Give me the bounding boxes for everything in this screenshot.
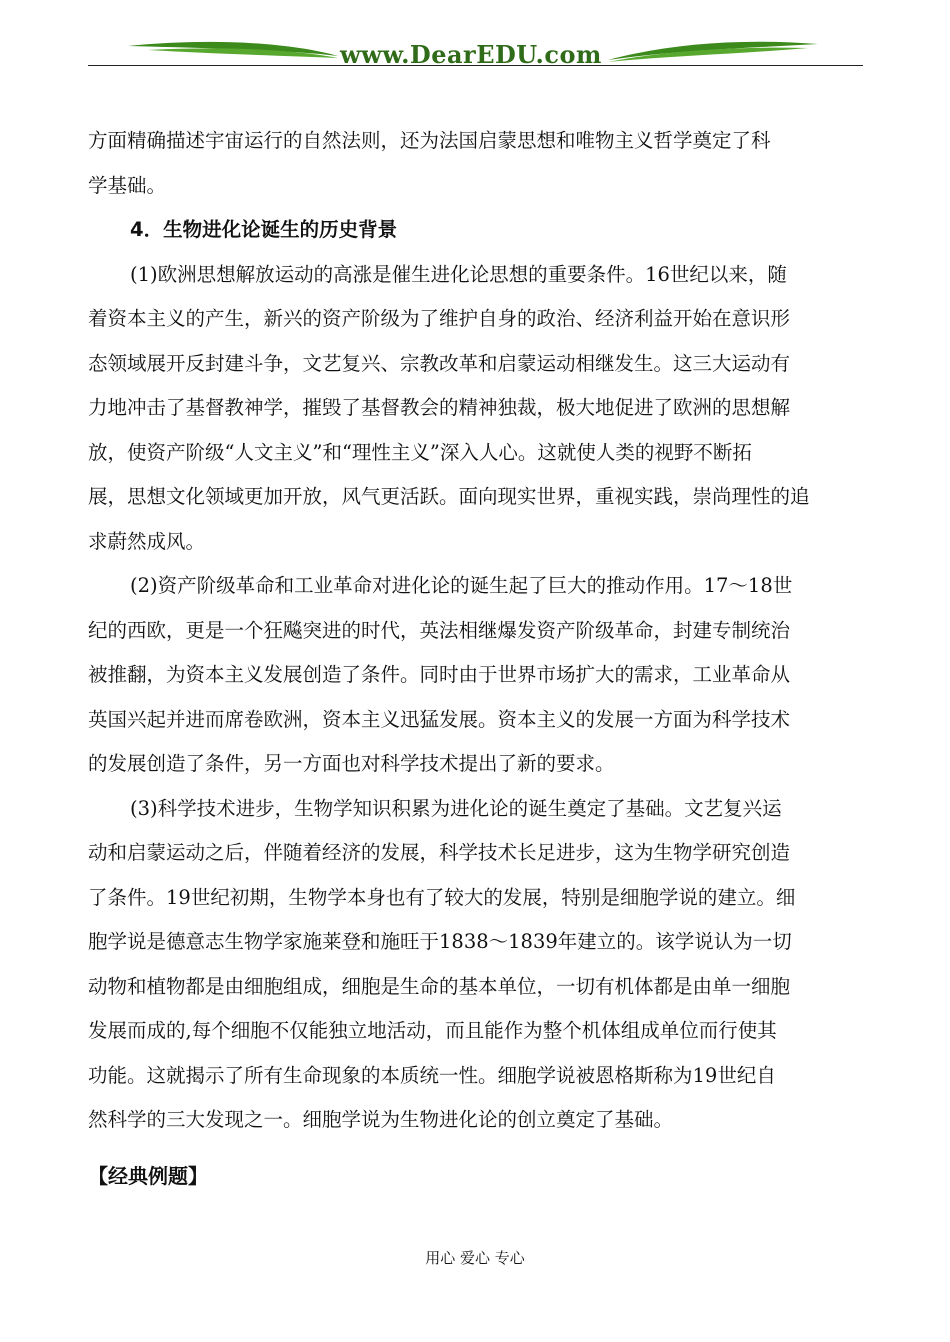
document-body [88,119,863,1143]
text-line: 发展而成的,每个细胞不仅能独立地活动，而且能作为整个机体组成单位而行使其 [88,1019,777,1042]
section-heading: 4．生物进化论诞生的历史背景 [130,218,398,241]
text-line: 功能。这就揭示了所有生命现象的本质统一性。细胞学说被恩格斯称为19世纪自 [88,1063,776,1087]
text-line: (2)资产阶级革命和工业革命对进化论的诞生起了巨大的推动作用。17～18世 [130,574,793,597]
text-line: 学基础。 [88,173,167,197]
site-logo-text: www.DearEDU.com [340,40,602,69]
page-footer: 用心 爱心 专心 [425,1249,525,1267]
text-line: 胞学说是德意志生物学家施莱登和施旺于1838～1839年建立的。该学说认为一切 [88,930,792,953]
text-line: 求蔚然成风。 [88,529,206,553]
text-line: 然科学的三大发现之一。细胞学说为生物进化论的创立奠定了基础。 [88,1108,674,1131]
text-line: 着资本主义的产生，新兴的资产阶级为了维护自身的政治、经济利益开始在意识形 [88,307,791,330]
example-section-heading: 【经典例题】 [88,1164,208,1188]
text-line: (3)科学技术进步，生物学知识积累为进化论的诞生奠定了基础。文艺复兴运 [130,796,782,820]
text-line: 态领域展开反封建斗争，文艺复兴、宗教改革和启蒙运动相继发生。这三大运动有 [88,351,791,375]
text-line: 动和启蒙运动之后，伴随着经济的发展，科学技术长足进步，这为生物学研究创造 [88,841,791,864]
text-line: 英国兴起并进而席卷欧洲，资本主义迅猛发展。资本主义的发展一方面为科学技术 [88,707,791,731]
header-divider [88,65,863,66]
text-line: 力地冲击了基督教神学，摧毁了基督教会的精神独裁，极大地促进了欧洲的思想解 [88,396,791,419]
text-line: 了条件。19世纪初期，生物学本身也有了较大的发展，特别是细胞学说的建立。细 [88,885,796,909]
text-line: 的发展创造了条件，另一方面也对科学技术提出了新的要求。 [88,752,615,775]
text-line: 放，使资产阶级“人文主义”和“理性主义”深入人心。这就使人类的视野不断拓 [88,440,752,464]
text-line: (1)欧洲思想解放运动的高涨是催生进化论思想的重要条件。16世纪以来，随 [130,262,787,286]
text-line: 动物和植物都是由细胞组成，细胞是生命的基本单位，一切有机体都是由单一细胞 [88,974,791,998]
text-line: 被推翻，为资本主义发展创造了条件。同时由于世界市场扩大的需求，工业革命从 [88,663,791,686]
text-line: 方面精确描述宇宙运行的自然法则，还为法国启蒙思想和唯物主义哲学奠定了科 [88,129,771,152]
text-line: 展，思想文化领域更加开放，风气更活跃。面向现实世界，重视实践，崇尚理性的追 [88,485,810,508]
text-line: 纪的西欧，更是一个狂飚突进的时代，英法相继爆发资产阶级革命，封建专制统治 [88,618,791,642]
